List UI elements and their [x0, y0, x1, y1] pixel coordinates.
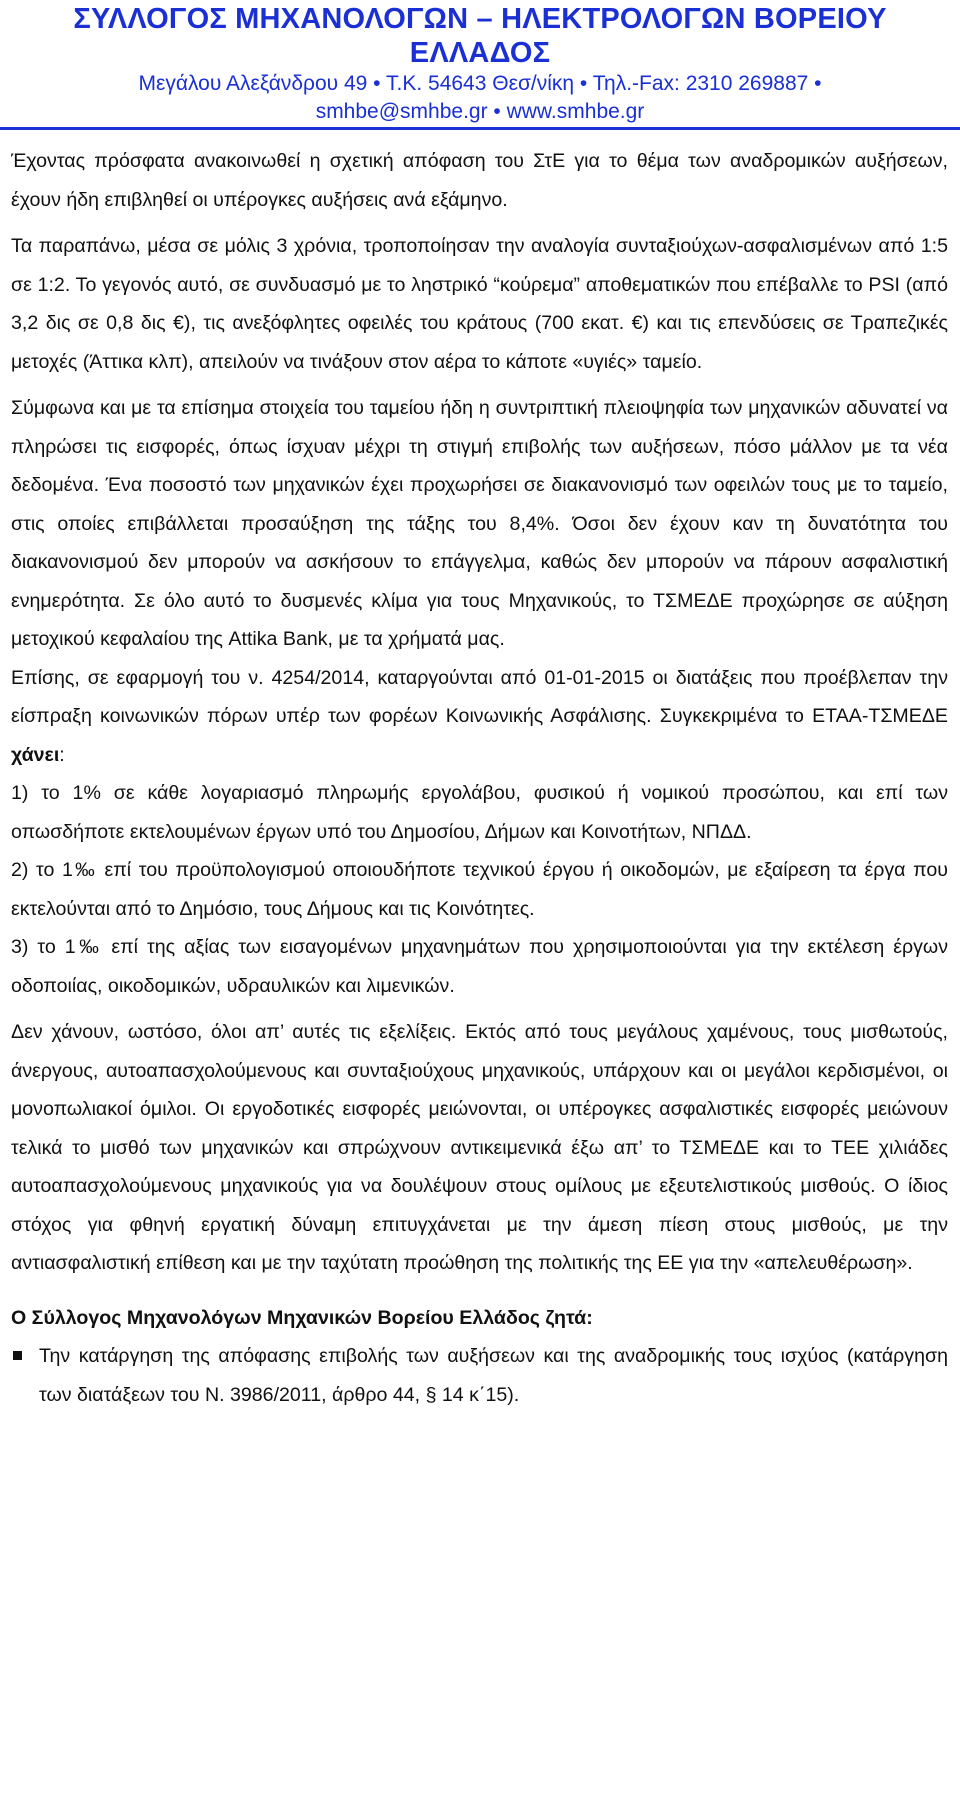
organization-contact: smhbe@smhbe.gr • www.smhbe.gr [315, 100, 645, 123]
paragraph-4-colon: : [59, 743, 65, 766]
letterhead [0, 0, 960, 126]
paragraph-4 [11, 659, 948, 775]
demands-list [11, 1337, 948, 1414]
square-bullet-icon [13, 1351, 22, 1360]
organization-address: Μεγάλου Αλεξάνδρου 49 • Τ.Κ. 54643 Θεσ/νίκη • Τηλ.-Fax: 2310 269887 • [138, 72, 822, 95]
list-item-2: 2) το 1‰ επί του προϋπολογισμού οποιουδήποτε τεχνικού έργου ή οικοδομών, με εξαίρεση τα έργα που εκτελούνται από το Δημόσιο, τους Δήμους και τις Κοινότητες. [11, 859, 948, 920]
paragraph-1: Έχοντας πρόσφατα ανακοινωθεί η σχετική απόφαση του ΣτΕ για το θέμα των αναδρομικών αυξήσεων, έχουν ήδη επιβληθεί οι υπέρογκες αυξήσεις ανά εξάμηνο. [11, 150, 948, 211]
paragraph-4-emphasis: χάνει [11, 743, 60, 766]
paragraph-5: Δεν χάνουν, ωστόσο, όλοι απ’ αυτές τις εξελίξεις. Εκτός από τους μεγάλους χαμένους, τους μισθωτούς, άνεργους, αυτοαπασχολούμενους και συνταξιούχους μηχανικούς, υπάρχουν και οι μεγάλοι κερδισμένοι, οι μονοπωλιακοί όμιλοι. Οι εργοδοτικές εισφορές μειώνονται, οι υπέρογκες ασφαλιστικές εισφορές μειώνουν τελικά το μισθό των μηχανικών και σπρώχνουν αντικειμενικά έξω απ’ το ΤΣΜΕΔΕ και το ΤΕΕ χιλιάδες αυτοαπασχολούμενους μηχανικούς για να δουλέψουν στους ομίλους με εξευτελιστικούς μισθούς. Ο ίδιος στόχος για φθηνή εργατική δύναμη επιτυγχάνεται με την άμεση πίεση στους μισθούς, με την αντιασφαλιστική επίθεση και με την ταχύτατη προώθηση της πολιτικής της ΕΕ για την «απελευθέρωση». [11, 1021, 948, 1274]
paragraph-2: Τα παραπάνω, μέσα σε μόλις 3 χρόνια, τροποποίησαν την αναλογία συνταξιούχων-ασφαλισμένων από 1:5 σε 1:2. Το γεγονός αυτό, σε συνδυασμό με το ληστρικό “κούρεμα” αποθεματικών που επέβαλλε το PSI (από 3,2 δις σε 0,8 δις €), τις ανεξόφλητες οφειλές του κράτους (700 εκατ. €) και τις επενδύσεις σε Τραπεζικές μετοχές (Άττικα κλπ), απειλούν να τινάξουν στον αέρα το κάποτε «υγιές» ταμείο. [11, 235, 948, 373]
demand-item-1 [11, 1337, 948, 1414]
document-body [0, 130, 960, 1414]
organization-name: ΣΥΛΛΟΓΟΣ ΜΗΧΑΝΟΛΟΓΩΝ – ΗΛΕΚΤΡΟΛΟΓΩΝ ΒΟΡΕΙΟΥ ΕΛΛΑΔΟΣ [73, 3, 887, 69]
list-item-1: 1) το 1% σε κάθε λογαριασμό πληρωμής εργολάβου, φυσικού ή νομικού προσώπου, και επί των οπωσδήποτε εκτελουμένων έργων υπό του Δημοσίου, Δήμων και Κοινοτήτων, ΝΠΔΔ. [11, 782, 948, 843]
list-item-3: 3) το 1‰ επί της αξίας των εισαγομένων μηχανημάτων που χρησιμοποιούνται για την εκτέλεση έργων οδοποιίας, οικοδομικών, υδραυλικών και λιμενικών. [11, 936, 948, 997]
demand-item-1-text: Την κατάργηση της απόφασης επιβολής των αυξήσεων και της αναδρομικής τους ισχύος (κατάργηση των διατάξεων του Ν. 3986/2011, άρθρο 44, § 14 κ΄15). [39, 1345, 948, 1406]
paragraph-4-text: Επίσης, σε εφαρμογή του ν. 4254/2014, καταργούνται από 01-01-2015 οι διατάξεις που προέβλεπαν την είσπραξη κοινωνικών πόρων υπέρ των φορέων Κοινωνικής Ασφάλισης. Συγκεκριμένα το ΕΤΑΑ-ΤΣΜΕΔΕ [11, 666, 948, 727]
paragraph-3: Σύμφωνα και με τα επίσημα στοιχεία του ταμείου ήδη η συντριπτική πλειοψηφία των μηχανικών αδυνατεί να πληρώσει τις εισφορές, όπως ίσχυαν μέχρι τη στιγμή επιβολής των αυξήσεων, πόσο μάλλον με τα νέα δεδομένα. Ένα ποσοστό των μηχανικών έχει προχωρήσει σε διακανονισμό των οφειλών τους με το ταμείο, στις οποίες επιβάλλεται προσαύξηση της τάξης του 8,4%. Όσοι δεν έχουν καν τη δυνατότητα του διακανονισμού δεν μπορούν να ασκήσουν το επάγγελμα, καθώς δεν μπορούν να πάρουν ασφαλιστική ενημερότητα. Σε όλο αυτό το δυσμενές κλίμα για τους Μηχανικούς, το ΤΣΜΕΔΕ προχώρησε σε αύξηση μετοχικού κεφαλαίου της Attika Bank, με τα χρήματά μας. [11, 397, 948, 650]
demands-heading: Ο Σύλλογος Μηχανολόγων Μηχανικών Βορείου Ελλάδος ζητά: [11, 1306, 593, 1329]
